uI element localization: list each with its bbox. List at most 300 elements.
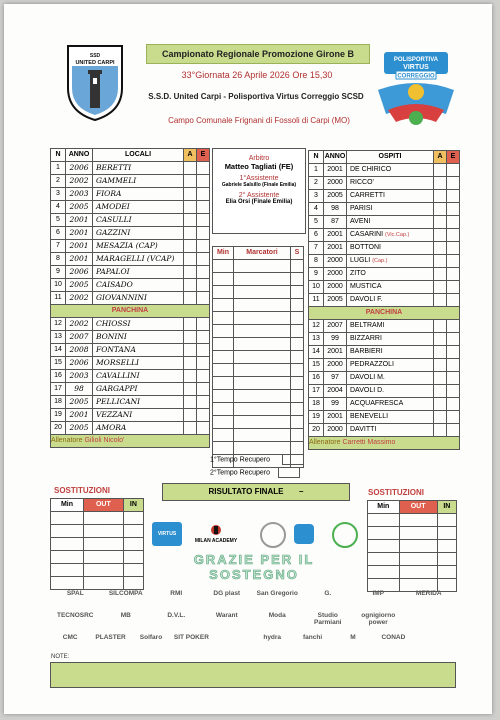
home-player-row — [51, 344, 210, 357]
cell-e — [197, 227, 210, 240]
player-name: DAVOLI D. — [347, 385, 434, 398]
player-number: 13 — [51, 331, 66, 344]
away-player-row — [309, 398, 460, 411]
cell-a — [184, 331, 197, 344]
cell-a — [434, 255, 447, 268]
player-year: 2003 — [66, 370, 93, 383]
player-year: 2007 — [324, 320, 347, 333]
sub-row — [51, 525, 144, 538]
cell-e — [197, 175, 210, 188]
home-player-row — [51, 227, 210, 240]
away-player-row — [309, 268, 460, 281]
player-name: CARRETTI — [347, 190, 434, 203]
cell-e — [197, 383, 210, 396]
home-player-row — [51, 253, 210, 266]
player-number: 11 — [51, 292, 66, 305]
scorers-table — [212, 246, 304, 468]
cell-e — [197, 422, 210, 435]
player-name: MORSELLI — [93, 357, 184, 370]
cell-a — [434, 294, 447, 307]
player-name: DAVOLI F. — [347, 294, 434, 307]
col-e: E — [197, 149, 210, 162]
cell-e — [197, 240, 210, 253]
col-a: A — [434, 151, 447, 164]
scorer-row — [213, 325, 304, 338]
sponsors-area — [52, 590, 456, 650]
sponsor-logo: Solfaro — [139, 634, 163, 641]
away-player-row — [309, 177, 460, 190]
sub-row — [368, 514, 457, 527]
scorer-row — [213, 377, 304, 390]
away-player-row — [309, 255, 460, 268]
scorer-row — [213, 312, 304, 325]
player-number: 18 — [51, 396, 66, 409]
away-lineup-table — [308, 150, 460, 450]
player-year: 2000 — [324, 177, 347, 190]
player-number: 10 — [51, 279, 66, 292]
player-name: DE CHIRICO — [347, 164, 434, 177]
championship-title: Campionato Regionale Promozione Girone B — [146, 44, 370, 64]
col-locali: LOCALI — [93, 149, 184, 162]
first-half-recovery: 1°Tempo Recupero — [210, 454, 304, 465]
player-number: 17 — [309, 385, 324, 398]
sponsor-logo: SPAL — [66, 590, 84, 597]
cell-a — [184, 396, 197, 409]
svg-text:CORREGGIO: CORREGGIO — [397, 73, 435, 80]
sub-row — [51, 564, 144, 577]
home-lineup-table — [50, 148, 210, 448]
cell-e — [447, 268, 460, 281]
player-name: FIORA — [93, 188, 184, 201]
cell-e — [447, 281, 460, 294]
scorer-row — [213, 286, 304, 299]
scorer-row — [213, 299, 304, 312]
away-player-row — [309, 385, 460, 398]
player-number: 17 — [51, 383, 66, 396]
cell-a — [184, 422, 197, 435]
cell-a — [184, 201, 197, 214]
col-ospiti: OSPITI — [347, 151, 434, 164]
player-year: 2005 — [324, 294, 347, 307]
cell-e — [447, 203, 460, 216]
sponsor-logo: PLASTER — [95, 634, 126, 641]
player-name: LUGLI (Cap.) — [347, 255, 434, 268]
sub-row — [51, 551, 144, 564]
sponsor-logo: D.V.L. — [167, 612, 186, 619]
player-year: 2006 — [66, 357, 93, 370]
home-player-row — [51, 357, 210, 370]
player-name: GARGAPPI — [93, 383, 184, 396]
player-name: BENEVELLI — [347, 411, 434, 424]
player-number: 14 — [309, 346, 324, 359]
scorers-s: S — [291, 247, 304, 260]
scorer-row — [213, 351, 304, 364]
cell-e — [447, 320, 460, 333]
player-number: 5 — [309, 216, 324, 229]
away-player-row — [309, 333, 460, 346]
cell-a — [434, 411, 447, 424]
player-name: PAPALOI — [93, 266, 184, 279]
figc-logo-icon — [332, 522, 358, 548]
player-year: 2007 — [66, 331, 93, 344]
referee: Matteo Tagliati (FE) — [224, 162, 294, 171]
player-number: 13 — [309, 333, 324, 346]
round-date: 33°Giornata 26 Aprile 2026 Ore 15,30 — [181, 70, 333, 80]
player-name: CAVALLINI — [93, 370, 184, 383]
player-number: 16 — [309, 372, 324, 385]
player-number: 20 — [51, 422, 66, 435]
player-name: VEZZANI — [93, 409, 184, 422]
player-year: 2001 — [324, 346, 347, 359]
thanks-banner: GRAZIE PER IL SOSTEGNO — [193, 552, 315, 582]
player-number: 14 — [51, 344, 66, 357]
cell-a — [184, 409, 197, 422]
player-year: 2001 — [66, 253, 93, 266]
sponsor-logo: MB — [120, 612, 131, 619]
cell-e — [197, 266, 210, 279]
scorer-row — [213, 273, 304, 286]
cell-e — [447, 385, 460, 398]
player-year: 2000 — [324, 255, 347, 268]
away-player-row — [309, 424, 460, 437]
player-year: 2005 — [66, 279, 93, 292]
home-player-row — [51, 409, 210, 422]
player-year: 2001 — [66, 227, 93, 240]
sponsor-logo: IMP — [372, 590, 385, 597]
player-year: 99 — [324, 398, 347, 411]
home-player-row — [51, 396, 210, 409]
cell-e — [447, 177, 460, 190]
player-year: 2004 — [324, 385, 347, 398]
player-name: AMORA — [93, 422, 184, 435]
player-number: 19 — [309, 411, 324, 424]
player-number: 10 — [309, 281, 324, 294]
player-name: ACQUAFRESCA — [347, 398, 434, 411]
player-number: 1 — [51, 162, 66, 175]
player-year: 2000 — [324, 281, 347, 294]
player-year: 98 — [66, 383, 93, 396]
player-number: 7 — [51, 240, 66, 253]
assistant2: Elia Orsi (Finale Emilia) — [225, 199, 293, 205]
cell-e — [197, 188, 210, 201]
player-number: 16 — [51, 370, 66, 383]
player-name: CASULLI — [93, 214, 184, 227]
player-year: 2002 — [66, 292, 93, 305]
cell-e — [197, 357, 210, 370]
away-player-row — [309, 372, 460, 385]
player-number: 11 — [309, 294, 324, 307]
cell-e — [447, 255, 460, 268]
player-year: 2001 — [324, 229, 347, 242]
sponsor-logo: TECNOSRC — [57, 612, 94, 619]
cell-e — [447, 333, 460, 346]
player-year: 2000 — [324, 359, 347, 372]
player-name: PELLICANI — [93, 396, 184, 409]
cell-a — [434, 359, 447, 372]
cell-a — [434, 346, 447, 359]
away-player-row — [309, 346, 460, 359]
cell-a — [184, 253, 197, 266]
cell-a — [434, 229, 447, 242]
cell-a — [184, 357, 197, 370]
cell-e — [197, 409, 210, 422]
cell-e — [197, 396, 210, 409]
cell-a — [184, 292, 197, 305]
home-player-row — [51, 188, 210, 201]
assistant2-label: 2° Assistente — [238, 192, 280, 199]
away-player-row — [309, 320, 460, 333]
player-year: 2001 — [66, 409, 93, 422]
player-year: 2000 — [324, 424, 347, 437]
cell-e — [447, 190, 460, 203]
cell-e — [447, 216, 460, 229]
cell-e — [447, 424, 460, 437]
sponsor-logo: hydra — [263, 634, 282, 641]
player-name: MUSTICA — [347, 281, 434, 294]
home-subs-table: Min OUT IN — [50, 498, 144, 590]
player-number: 3 — [309, 190, 324, 203]
cell-a — [184, 279, 197, 292]
sponsor-logo: G. — [324, 590, 332, 597]
cell-a — [184, 162, 197, 175]
player-number: 3 — [51, 188, 66, 201]
home-player-row — [51, 201, 210, 214]
cell-a — [434, 320, 447, 333]
player-year: 2001 — [324, 411, 347, 424]
cell-a — [434, 177, 447, 190]
player-number: 9 — [51, 266, 66, 279]
sponsor-logo: MERIDA — [415, 590, 442, 597]
col-a: A — [184, 149, 197, 162]
player-name: BONINI — [93, 331, 184, 344]
sub-row — [51, 577, 144, 590]
note-label: NOTE: — [51, 654, 70, 660]
home-player-row — [51, 214, 210, 227]
player-name: FONTANA — [93, 344, 184, 357]
scorer-row — [213, 416, 304, 429]
cell-e — [197, 292, 210, 305]
cell-e — [197, 370, 210, 383]
player-number: 8 — [309, 255, 324, 268]
player-year: 2006 — [66, 162, 93, 175]
cell-a — [184, 175, 197, 188]
cell-a — [434, 203, 447, 216]
away-player-row — [309, 216, 460, 229]
away-player-row — [309, 229, 460, 242]
away-player-row — [309, 190, 460, 203]
home-subs-title: SOSTITUZIONI — [54, 486, 110, 495]
player-number: 5 — [51, 214, 66, 227]
emblem-icon — [260, 522, 286, 548]
cell-a — [184, 240, 197, 253]
player-number: 2 — [309, 177, 324, 190]
player-name: AMODEI — [93, 201, 184, 214]
player-number: 6 — [309, 229, 324, 242]
away-player-row — [309, 242, 460, 255]
scorer-row — [213, 338, 304, 351]
scorer-row — [213, 390, 304, 403]
cell-a — [434, 281, 447, 294]
home-player-row — [51, 175, 210, 188]
match-title: S.S.D. United Carpi - Polisportiva Virtus Correggio SCSD — [148, 92, 364, 101]
scorer-row — [213, 403, 304, 416]
cell-e — [447, 372, 460, 385]
referee-label: Arbitro — [248, 155, 270, 162]
away-coach: Allenatore Carretti Massimo — [309, 437, 460, 450]
away-player-row — [309, 164, 460, 177]
player-number: 8 — [51, 253, 66, 266]
home-player-row — [51, 240, 210, 253]
united-carpi-logo — [64, 42, 126, 122]
svg-text:UNITED CARPI: UNITED CARPI — [75, 60, 115, 66]
player-year: 2003 — [66, 188, 93, 201]
match-sheet — [4, 4, 492, 714]
away-player-row — [309, 203, 460, 216]
col-e: E — [447, 151, 460, 164]
cell-e — [197, 253, 210, 266]
sponsor-logo: SIT POKER — [173, 634, 209, 641]
away-subs-table: Min OUT IN — [367, 500, 457, 592]
partner-logos — [152, 520, 372, 548]
player-year: 2005 — [324, 190, 347, 203]
cell-a — [434, 372, 447, 385]
player-name: BIZZARRI — [347, 333, 434, 346]
sub-row — [51, 512, 144, 525]
player-number: 1 — [309, 164, 324, 177]
player-number: 12 — [51, 318, 66, 331]
cell-a — [434, 398, 447, 411]
second-half-recovery: 2°Tempo Recupero — [210, 467, 300, 478]
player-name: MARAGELLI (VCAP) — [93, 253, 184, 266]
sub-row — [51, 538, 144, 551]
player-year: 2000 — [324, 268, 347, 281]
player-year: 2005 — [66, 201, 93, 214]
scorer-row — [213, 364, 304, 377]
home-player-row — [51, 292, 210, 305]
sponsor-logo: Studio Parmiani — [314, 612, 342, 626]
cell-a — [434, 216, 447, 229]
player-name: ZITO — [347, 268, 434, 281]
virtus-correggio-logo — [374, 50, 458, 128]
sponsor-logo: Moda — [268, 612, 286, 619]
note-field[interactable] — [50, 662, 456, 688]
player-year: 2001 — [66, 214, 93, 227]
player-name: AVENI — [347, 216, 434, 229]
home-player-row — [51, 422, 210, 435]
player-name: GIOVANNINI — [93, 292, 184, 305]
player-name: DAVITTI — [347, 424, 434, 437]
player-name: CHIOSSI — [93, 318, 184, 331]
cell-e — [447, 411, 460, 424]
cell-e — [197, 344, 210, 357]
cell-a — [434, 164, 447, 177]
home-player-row — [51, 331, 210, 344]
player-year: 2001 — [324, 242, 347, 255]
scorers-min: Min — [213, 247, 234, 260]
cell-e — [197, 214, 210, 227]
player-number: 20 — [309, 424, 324, 437]
cell-e — [447, 398, 460, 411]
cell-e — [447, 229, 460, 242]
player-name: RICCO' — [347, 177, 434, 190]
sponsor-logo: CMC — [62, 634, 78, 641]
cell-a — [434, 190, 447, 203]
away-bench-title: PANCHINA — [309, 307, 460, 320]
sub-row — [368, 540, 457, 553]
cell-e — [197, 279, 210, 292]
col-anno: ANNO — [324, 151, 347, 164]
player-number: 7 — [309, 242, 324, 255]
home-coach: Allenatore Gilioli Nicolo' — [51, 435, 210, 448]
cell-e — [197, 318, 210, 331]
home-player-row — [51, 318, 210, 331]
cell-a — [184, 383, 197, 396]
officials-box — [212, 148, 306, 234]
sponsor-logo: Warant — [215, 612, 238, 619]
player-name: GAMMELI — [93, 175, 184, 188]
player-number: 15 — [51, 357, 66, 370]
cell-e — [447, 164, 460, 177]
cell-a — [184, 227, 197, 240]
home-player-row — [51, 162, 210, 175]
player-name: PARISI — [347, 203, 434, 216]
cell-e — [447, 242, 460, 255]
cell-a — [434, 242, 447, 255]
away-subs-title: SOSTITUZIONI — [368, 488, 424, 497]
player-number: 9 — [309, 268, 324, 281]
player-name: CAISADO — [93, 279, 184, 292]
sponsor-logo: RMI — [170, 590, 183, 597]
player-year: 2002 — [66, 175, 93, 188]
away-player-row — [309, 411, 460, 424]
player-number: 15 — [309, 359, 324, 372]
player-year: 98 — [324, 203, 347, 216]
player-name: BELTRAMI — [347, 320, 434, 333]
svg-text:POLISPORTIVA: POLISPORTIVA — [393, 57, 439, 63]
sponsor-logo: M — [350, 634, 356, 641]
col-n: N — [309, 151, 324, 164]
sponsor-logo: ognigiorno power — [361, 612, 396, 626]
milan-academy-logo: MILAN ACADEMY — [188, 524, 244, 544]
player-number: 4 — [51, 201, 66, 214]
home-player-row — [51, 279, 210, 292]
sub-row — [368, 566, 457, 579]
sponsor-logo: CONAD — [381, 634, 406, 641]
cell-a — [434, 385, 447, 398]
player-year: 2005 — [66, 396, 93, 409]
svg-text:SSD: SSD — [89, 53, 101, 59]
player-number: 12 — [309, 320, 324, 333]
scorer-row — [213, 260, 304, 273]
col-n: N — [51, 149, 66, 162]
cell-a — [434, 424, 447, 437]
player-number: 18 — [309, 398, 324, 411]
scorers-title: Marcatori — [234, 247, 291, 260]
player-name: DAVOLI M. — [347, 372, 434, 385]
home-player-row — [51, 266, 210, 279]
sponsor-logo: San Gregorio — [256, 590, 298, 597]
assistant1: Gabriele Salsillo (Finale Emilia) — [221, 182, 297, 188]
cell-a — [184, 266, 197, 279]
player-year: 2001 — [324, 164, 347, 177]
cell-a — [184, 318, 197, 331]
player-year: 2006 — [66, 266, 93, 279]
cell-a — [184, 344, 197, 357]
player-year: 2001 — [66, 240, 93, 253]
player-name: MESAZIA (CAP) — [93, 240, 184, 253]
sponsor-logo: fanchi — [303, 634, 323, 641]
csi-logo-icon — [294, 524, 314, 544]
